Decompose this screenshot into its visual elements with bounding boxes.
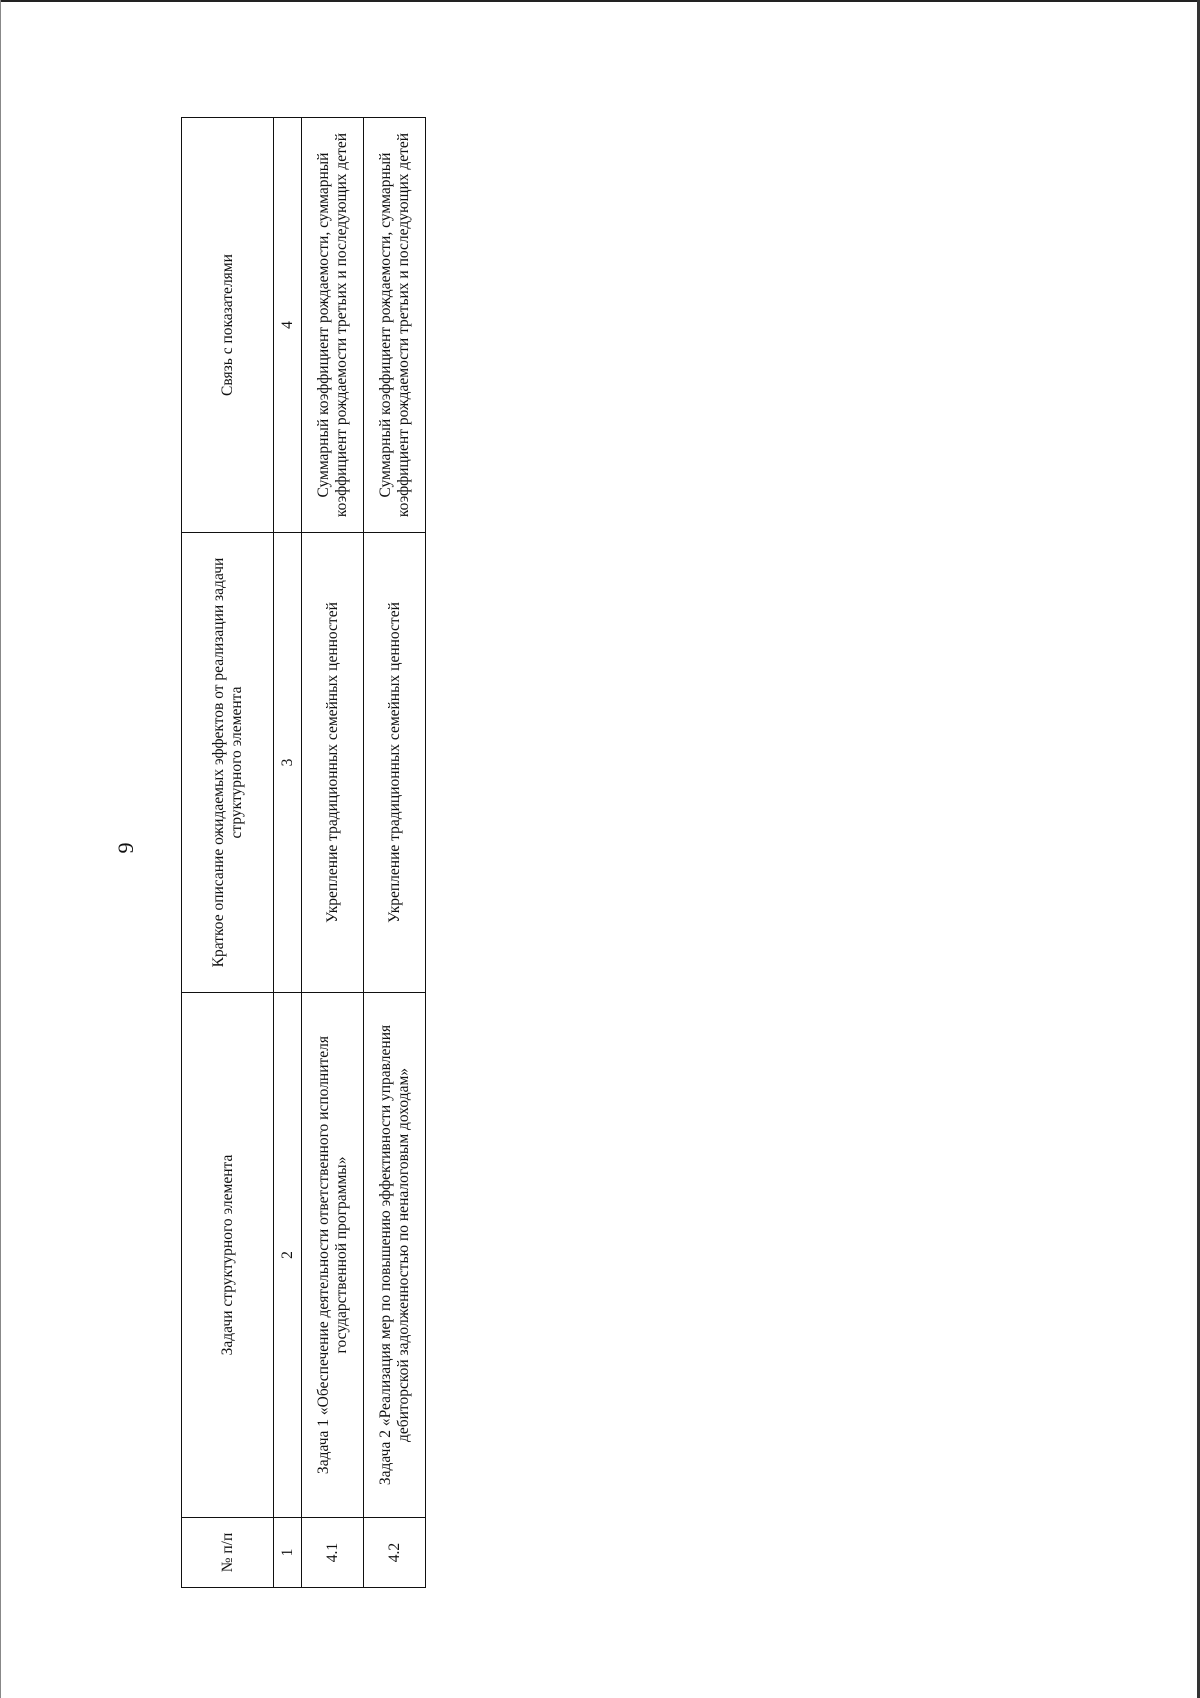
header-effect: Краткое описание ожидаемых эффектов от реализации задачи структурного элемента	[182, 533, 274, 993]
row-task: Задача 2 «Реализация мер по повышению эффективности управления дебиторской задолженностью по неналоговым доходам»	[364, 993, 426, 1518]
row-task: Задача 1 «Обеспечение деятельности ответственного исполнителя государственной программы»	[302, 993, 364, 1518]
row-effect: Укрепление традиционных семейных ценностей	[364, 533, 426, 993]
column-number: 1	[274, 1518, 302, 1588]
column-number-row	[274, 118, 302, 1588]
row-indicators: Суммарный коэффициент рождаемости, суммарный коэффициент рождаемости третьих и последующих детей	[302, 118, 364, 533]
page-number: 9	[113, 842, 138, 854]
column-number: 2	[274, 993, 302, 1518]
header-indicators: Связь с показателями	[182, 118, 274, 533]
table-landscape	[181, 118, 425, 1588]
scan-edge-left	[0, 0, 1, 1698]
table-row	[302, 118, 364, 1588]
row-num: 4.1	[302, 1518, 364, 1588]
table-header-row	[182, 118, 274, 1588]
column-number: 4	[274, 118, 302, 533]
header-num: № п/п	[182, 1518, 274, 1588]
column-number: 3	[274, 533, 302, 993]
row-effect: Укрепление традиционных семейных ценностей	[302, 533, 364, 993]
tasks-table	[181, 117, 426, 1588]
table-row	[364, 118, 426, 1588]
scan-edge-top	[0, 0, 1200, 2]
row-indicators: Суммарный коэффициент рождаемости, суммарный коэффициент рождаемости третьих и последующих детей	[364, 118, 426, 533]
rotated-table-container	[181, 118, 425, 1588]
header-task: Задачи структурного элемента	[182, 993, 274, 1518]
row-num: 4.2	[364, 1518, 426, 1588]
